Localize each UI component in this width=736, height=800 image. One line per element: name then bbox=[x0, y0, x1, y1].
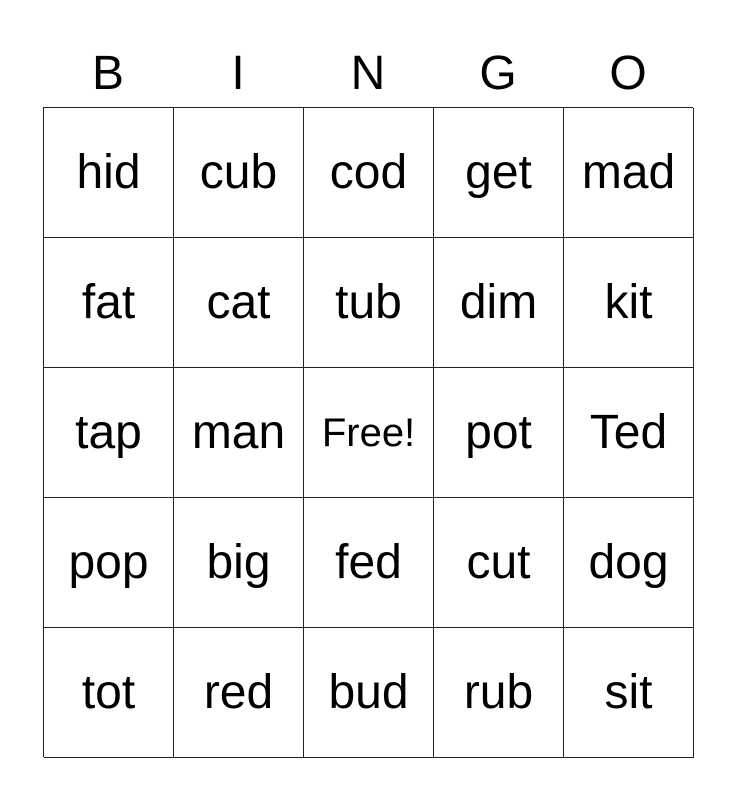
header-letter-g: G bbox=[479, 47, 517, 100]
bingo-cell: cut bbox=[434, 498, 564, 628]
bingo-cell: red bbox=[174, 628, 304, 758]
bingo-cell: sit bbox=[564, 628, 694, 758]
bingo-cell: rub bbox=[434, 628, 564, 758]
header-letter-b: B bbox=[91, 47, 124, 100]
bingo-cell: dim bbox=[434, 238, 564, 368]
bingo-cell: fed bbox=[304, 498, 434, 628]
bingo-cell: mad bbox=[564, 108, 694, 238]
bingo-cell: cub bbox=[174, 108, 304, 238]
bingo-cell: dog bbox=[564, 498, 694, 628]
bingo-header bbox=[43, 42, 693, 106]
free-space-cell: Free! bbox=[304, 368, 434, 498]
bingo-cell: fat bbox=[44, 238, 174, 368]
bingo-cell: tot bbox=[44, 628, 174, 758]
bingo-board bbox=[43, 107, 693, 757]
bingo-cell: Ted bbox=[564, 368, 694, 498]
bingo-cell: cod bbox=[304, 108, 434, 238]
bingo-cell: hid bbox=[44, 108, 174, 238]
bingo-cell: man bbox=[174, 368, 304, 498]
bingo-cell: pot bbox=[434, 368, 564, 498]
bingo-cell: kit bbox=[564, 238, 694, 368]
header-letter-o: O bbox=[609, 47, 647, 100]
bingo-cell: bud bbox=[304, 628, 434, 758]
header-letter-i: I bbox=[231, 47, 245, 100]
bingo-cell: tap bbox=[44, 368, 174, 498]
bingo-cell: big bbox=[174, 498, 304, 628]
header-letter-n: N bbox=[350, 47, 386, 100]
bingo-cell: pop bbox=[44, 498, 174, 628]
bingo-cell: get bbox=[434, 108, 564, 238]
bingo-cell: tub bbox=[304, 238, 434, 368]
bingo-cell: cat bbox=[174, 238, 304, 368]
